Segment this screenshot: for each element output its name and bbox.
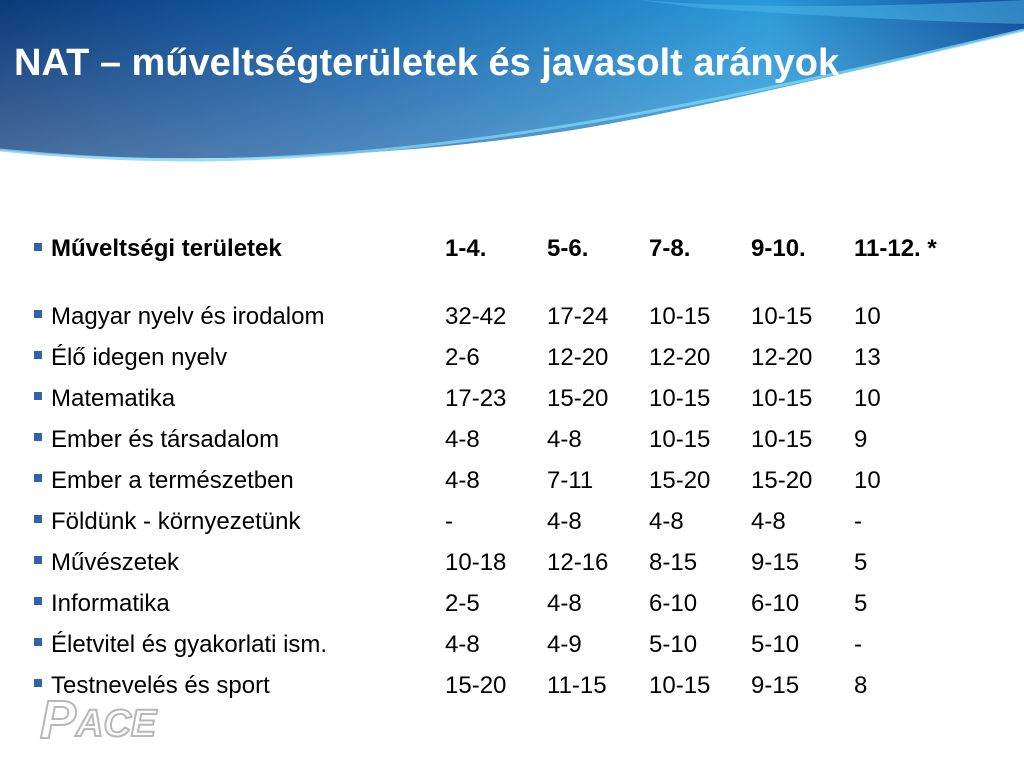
header-cell-area: Műveltségi területek <box>34 230 445 268</box>
spacer-row <box>34 268 974 296</box>
area-name-cell: Magyar nyelv és irodalom <box>34 296 445 337</box>
value-cell: 4-8 <box>445 466 480 494</box>
table-header-row <box>34 230 974 268</box>
bullet-icon <box>34 243 42 251</box>
value-cell: 10-15 <box>751 425 813 453</box>
value-cell: - <box>445 507 453 535</box>
value-cell: 6-10 <box>751 589 800 617</box>
value-cell: 2-6 <box>445 343 480 371</box>
bullet-icon <box>34 556 42 564</box>
bullet-icon <box>34 515 42 523</box>
pace-logo <box>38 688 188 746</box>
area-name-cell: Élő idegen nyelv <box>34 337 445 378</box>
area-name-cell: Informatika <box>34 583 445 624</box>
slide-title: NAT – műveltségterületek és javasolt arányok <box>14 42 840 84</box>
value-cell: 10 <box>854 302 881 330</box>
value-cell: 2-5 <box>445 589 480 617</box>
value-cell: 5 <box>854 589 868 617</box>
table-row <box>34 419 974 460</box>
value-cell: 13 <box>854 343 881 371</box>
table-row <box>34 337 974 378</box>
bullet-icon <box>34 679 42 687</box>
value-cell: 4-8 <box>751 507 786 535</box>
value-cell: 12-20 <box>649 343 711 371</box>
area-name-cell: Ember a természetben <box>34 460 445 501</box>
value-cell: 9 <box>854 425 868 453</box>
bullet-icon <box>34 392 42 400</box>
area-name-cell: Művészetek <box>34 542 445 583</box>
bullet-icon <box>34 351 42 359</box>
value-cell: 11-15 <box>547 671 607 699</box>
value-cell: 15-20 <box>649 466 711 494</box>
value-cell: 4-8 <box>445 630 480 658</box>
value-cell: 15-20 <box>547 384 609 412</box>
bullet-icon <box>34 310 42 318</box>
value-cell: - <box>854 630 862 658</box>
value-cell: 8-15 <box>649 548 698 576</box>
value-cell: 4-9 <box>547 630 582 658</box>
table-row <box>34 378 974 419</box>
header-cell-grade-7-8: 7-8. <box>649 235 691 262</box>
value-cell: 10-15 <box>649 302 711 330</box>
table-row <box>34 624 974 665</box>
value-cell: 9-15 <box>751 671 800 699</box>
value-cell: 10-15 <box>649 425 711 453</box>
bullet-icon <box>34 474 42 482</box>
value-cell: 10-18 <box>445 548 507 576</box>
svg-text:P: P <box>40 690 77 746</box>
area-name-cell: Földünk - környezetünk <box>34 501 445 542</box>
value-cell: 4-8 <box>547 425 582 453</box>
header-wave-background <box>0 0 1024 180</box>
area-name-cell: Matematika <box>34 378 445 419</box>
table-row <box>34 542 974 583</box>
table-row <box>34 583 974 624</box>
header-cell-grade-9-10: 9-10. <box>751 235 806 262</box>
value-cell: 6-10 <box>649 589 698 617</box>
header-cell-grade-11-12: 11-12. * <box>854 235 937 262</box>
table-row <box>34 501 974 542</box>
value-cell: - <box>854 507 862 535</box>
value-cell: 5-10 <box>649 630 698 658</box>
value-cell: 7-11 <box>547 466 594 494</box>
value-cell: 9-15 <box>751 548 800 576</box>
bullet-icon <box>34 638 42 646</box>
bullet-icon <box>34 433 42 441</box>
area-name-cell: Ember és társadalom <box>34 419 445 460</box>
area-name-cell: Testnevelés és sport <box>34 665 445 706</box>
value-cell: 15-20 <box>751 466 813 494</box>
value-cell: 4-8 <box>547 507 582 535</box>
value-cell: 10 <box>854 384 881 412</box>
value-cell: 5-10 <box>751 630 800 658</box>
area-name-cell: Életvitel és gyakorlati ism. <box>34 624 445 665</box>
value-cell: 12-20 <box>751 343 813 371</box>
value-cell: 4-8 <box>445 425 480 453</box>
value-cell: 17-23 <box>445 384 507 412</box>
value-cell: 10-15 <box>751 384 813 412</box>
value-cell: 15-20 <box>445 671 507 699</box>
header-cell-grade-5-6: 5-6. <box>547 235 589 262</box>
value-cell: 12-20 <box>547 343 609 371</box>
bullet-icon <box>34 597 42 605</box>
table-row <box>34 296 974 337</box>
table-row <box>34 460 974 501</box>
value-cell: 32-42 <box>445 302 507 330</box>
value-cell: 12-16 <box>547 548 609 576</box>
value-cell: 10-15 <box>649 384 711 412</box>
header-cell-grade-1-4: 1-4. <box>445 235 487 262</box>
curriculum-table <box>34 230 974 706</box>
value-cell: 10-15 <box>751 302 813 330</box>
svg-text:ACE: ACE <box>76 703 157 745</box>
value-cell: 4-8 <box>547 589 582 617</box>
value-cell: 8 <box>854 671 868 699</box>
value-cell: 10-15 <box>649 671 711 699</box>
value-cell: 5 <box>854 548 868 576</box>
value-cell: 17-24 <box>547 302 609 330</box>
value-cell: 4-8 <box>649 507 684 535</box>
value-cell: 10 <box>854 466 881 494</box>
